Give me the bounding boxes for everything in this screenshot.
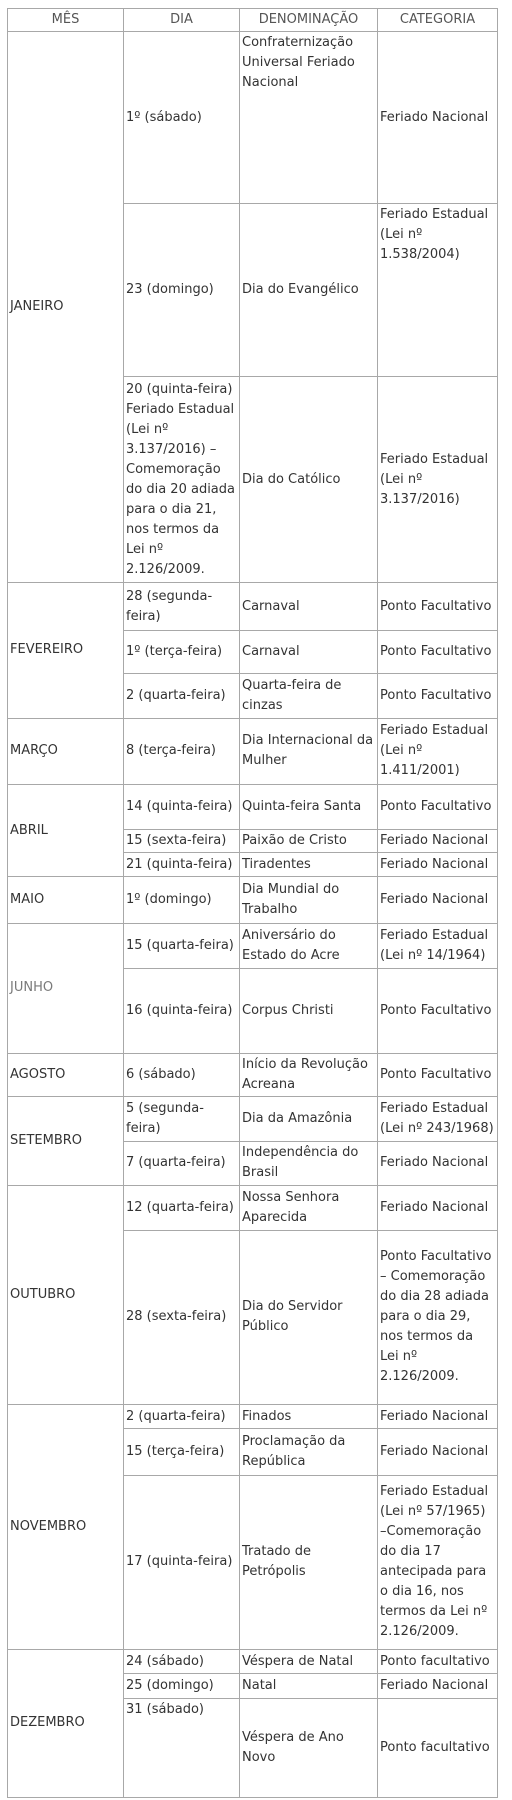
cell-categoria: Ponto facultativo — [378, 1649, 498, 1673]
cell-denominacao: Corpus Christi — [240, 968, 378, 1053]
cell-dia: 16 (quinta-feira) — [124, 968, 240, 1053]
cell-dia: 15 (sexta-feira) — [124, 829, 240, 852]
table-row — [8, 1053, 498, 1097]
header-mes: MÊS — [8, 9, 124, 32]
month-novembro: NOVEMBRO — [8, 1404, 124, 1649]
cell-dia: 1º (sábado) — [124, 32, 240, 204]
cell-categoria: Ponto facultativo — [378, 1698, 498, 1797]
cell-dia: 17 (quinta-feira) — [124, 1475, 240, 1649]
cell-denominacao: Confraternização Universal Feriado Nacional — [240, 32, 378, 204]
cell-dia: 15 (terça-feira) — [124, 1429, 240, 1476]
cell-denominacao: Tiradentes — [240, 853, 378, 877]
cell-categoria: Feriado Estadual (Lei nº 1.538/2004) — [378, 204, 498, 377]
cell-categoria: Ponto Facultativo — [378, 1053, 498, 1097]
cell-categoria: Feriado Estadual (Lei nº 57/1965) –Comemoração do dia 17 antecipada para o dia 16, nos termos da Lei nº 2.126/2009. — [378, 1475, 498, 1649]
cell-categoria: Feriado Estadual (Lei nº 14/1964) — [378, 924, 498, 969]
table-row — [8, 1404, 498, 1428]
cell-denominacao: Dia Mundial do Trabalho — [240, 877, 378, 924]
month-junho: JUNHO — [8, 924, 124, 1054]
cell-categoria: Ponto Facultativo — [378, 785, 498, 830]
cell-dia: 1º (domingo) — [124, 877, 240, 924]
month-outubro: OUTUBRO — [8, 1186, 124, 1405]
table-row — [8, 582, 498, 631]
cell-denominacao: Dia Internacional da Mulher — [240, 718, 378, 785]
table-header-row — [8, 9, 498, 32]
cell-denominacao: Aniversário do Estado do Acre — [240, 924, 378, 969]
cell-denominacao: Paixão de Cristo — [240, 829, 378, 852]
cell-denominacao: Quinta-feira Santa — [240, 785, 378, 830]
cell-categoria: Ponto Facultativo — [378, 968, 498, 1053]
cell-categoria: Feriado Nacional — [378, 829, 498, 852]
month-abril: ABRIL — [8, 785, 124, 877]
table-row — [8, 877, 498, 924]
table-row — [8, 1186, 498, 1231]
cell-dia: 25 (domingo) — [124, 1674, 240, 1698]
cell-denominacao: Tratado de Petrópolis — [240, 1475, 378, 1649]
cell-dia: 12 (quarta-feira) — [124, 1186, 240, 1231]
table-row — [8, 1097, 498, 1142]
cell-dia: 24 (sábado) — [124, 1649, 240, 1673]
cell-categoria: Feriado Nacional — [378, 1186, 498, 1231]
holiday-table — [7, 8, 498, 1798]
cell-denominacao: Nossa Senhora Aparecida — [240, 1186, 378, 1231]
cell-dia: 2 (quarta-feira) — [124, 673, 240, 718]
cell-dia: 28 (segunda-feira) — [124, 582, 240, 631]
cell-denominacao: Véspera de Ano Novo — [240, 1698, 378, 1797]
month-setembro: SETEMBRO — [8, 1097, 124, 1186]
cell-denominacao: Início da Revolução Acreana — [240, 1053, 378, 1097]
cell-dia: 23 (domingo) — [124, 204, 240, 377]
cell-dia: 7 (quarta-feira) — [124, 1141, 240, 1186]
cell-dia: 6 (sábado) — [124, 1053, 240, 1097]
cell-categoria: Ponto Facultativo — [378, 631, 498, 674]
cell-categoria: Feriado Nacional — [378, 877, 498, 924]
table-row — [8, 924, 498, 969]
cell-dia: 5 (segunda-feira) — [124, 1097, 240, 1142]
month-marco: MARÇO — [8, 718, 124, 785]
cell-denominacao: Finados — [240, 1404, 378, 1428]
table-row — [8, 785, 498, 830]
cell-denominacao: Dia do Servidor Público — [240, 1230, 378, 1404]
cell-denominacao: Carnaval — [240, 631, 378, 674]
header-denominacao: DENOMINAÇÃO — [240, 9, 378, 32]
cell-dia: 28 (sexta-feira) — [124, 1230, 240, 1404]
cell-denominacao: Dia do Católico — [240, 377, 378, 583]
cell-dia: 8 (terça-feira) — [124, 718, 240, 785]
month-janeiro: JANEIRO — [8, 32, 124, 583]
cell-dia: 2 (quarta-feira) — [124, 1404, 240, 1428]
cell-denominacao: Independência do Brasil — [240, 1141, 378, 1186]
cell-dia: 15 (quarta-feira) — [124, 924, 240, 969]
cell-dia: 31 (sábado) — [124, 1698, 240, 1797]
cell-denominacao: Dia do Evangélico — [240, 204, 378, 377]
cell-denominacao: Dia da Amazônia — [240, 1097, 378, 1142]
cell-denominacao: Véspera de Natal — [240, 1649, 378, 1673]
cell-dia: 1º (terça-feira) — [124, 631, 240, 674]
cell-categoria: Feriado Nacional — [378, 853, 498, 877]
table-row — [8, 32, 498, 204]
cell-categoria: Feriado Estadual (Lei nº 1.411/2001) — [378, 718, 498, 785]
cell-categoria: Feriado Nacional — [378, 1404, 498, 1428]
month-maio: MAIO — [8, 877, 124, 924]
cell-categoria: Feriado Estadual (Lei nº 243/1968) — [378, 1097, 498, 1142]
cell-categoria: Ponto Facultativo – Comemoração do dia 28 adiada para o dia 29, nos termos da Lei nº 2.126/2009. — [378, 1230, 498, 1404]
month-fevereiro: FEVEREIRO — [8, 582, 124, 718]
table-row — [8, 718, 498, 785]
cell-categoria: Feriado Estadual (Lei nº 3.137/2016) — [378, 377, 498, 583]
month-dezembro: DEZEMBRO — [8, 1649, 124, 1797]
month-agosto: AGOSTO — [8, 1053, 124, 1097]
cell-denominacao: Natal — [240, 1674, 378, 1698]
cell-denominacao: Carnaval — [240, 582, 378, 631]
header-dia: DIA — [124, 9, 240, 32]
header-categoria: CATEGORIA — [378, 9, 498, 32]
cell-denominacao: Quarta-feira de cinzas — [240, 673, 378, 718]
cell-categoria: Feriado Nacional — [378, 1429, 498, 1476]
cell-dia: 20 (quinta-feira) Feriado Estadual (Lei nº 3.137/2016) – Comemoração do dia 20 adiada para o dia 21, nos termos da Lei nº 2.126/2009. — [124, 377, 240, 583]
cell-denominacao: Proclamação da República — [240, 1429, 378, 1476]
cell-dia: 14 (quinta-feira) — [124, 785, 240, 830]
cell-categoria: Ponto Facultativo — [378, 582, 498, 631]
cell-dia: 21 (quinta-feira) — [124, 853, 240, 877]
cell-categoria: Feriado Nacional — [378, 1674, 498, 1698]
cell-categoria: Ponto Facultativo — [378, 673, 498, 718]
cell-categoria: Feriado Nacional — [378, 1141, 498, 1186]
table-row — [8, 1649, 498, 1673]
cell-categoria: Feriado Nacional — [378, 32, 498, 204]
